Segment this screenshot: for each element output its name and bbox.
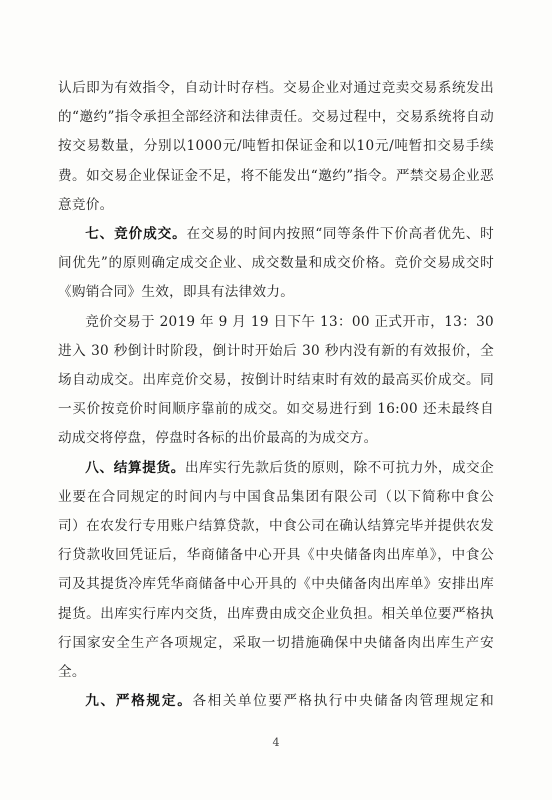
paragraph-4-body: 出库实行先款后货的原则，除不可抗力外，成交企业要在合同规定的时间内与中国食品集团有限公司（以下简称中食公司）在农发行专用账户结算贷款，中食公司在确认结算完毕并提供农发行贷款收回凭证后，华商储备中心开具《中央储备肉出库单》，中食公司及其提货冷库凭华商储备中心开具的《中央储备肉出库单》安排出库提货。出库实行库内交货，出库费由成交企业负担。相关单位要严格执行国家安全生产各项规定，采取一切措施确保中央储备肉出库生产安全。 — [58, 459, 494, 681]
paragraph-5 — [58, 687, 494, 716]
paragraph-5-body: 各相关单位要严格执行中央储备肉管理规定和 — [192, 693, 495, 710]
section-heading-9: 九、严格规定。 — [85, 693, 193, 710]
paragraph-2-body: 在交易的时间内按照“同等条件下价高者优先、时间优先”的原则确定成交企业、成交数量和成交价格。竞价交易成交时《购销合同》生效，即具有法律效力。 — [58, 226, 494, 301]
paragraph-4 — [58, 454, 494, 688]
section-heading-8: 八、结算提货。 — [85, 459, 185, 476]
page-number: 4 — [272, 736, 280, 749]
paragraph-2 — [58, 220, 494, 308]
paragraph-3-body: 竞价交易于 2019 年 9 月 19 日下午 13：00 正式开市，13：30 进入 30 秒倒计时阶段，倒计时开始后 30 秒内没有新的有效报价，全场自动成交。出库竞价交易，按倒计时结束时有效的最高买价成交。同一买价按竞价时间顺序靠前的成交。如交易进行到 16:00 还未最终自动成交将停盘，停盘时各标的出价最高的为成交方。 — [58, 313, 494, 447]
section-heading-7: 七、竞价成交。 — [85, 226, 187, 243]
paragraph-3 — [58, 308, 494, 454]
document-body — [58, 74, 494, 716]
paragraph-1 — [58, 74, 494, 220]
paragraph-1-body: 认后即为有效指令，自动计时存档。交易企业对通过竞卖交易系统发出的“邀约”指令承担全部经济和法律责任。交易过程中，交易系统将自动按交易数量，分别以1000元/吨暂扣保证金和以10元/吨暂扣交易手续费。如交易企业保证金不足，将不能发出“邀约”指令。严禁交易企业恶意竞价。 — [58, 80, 494, 213]
